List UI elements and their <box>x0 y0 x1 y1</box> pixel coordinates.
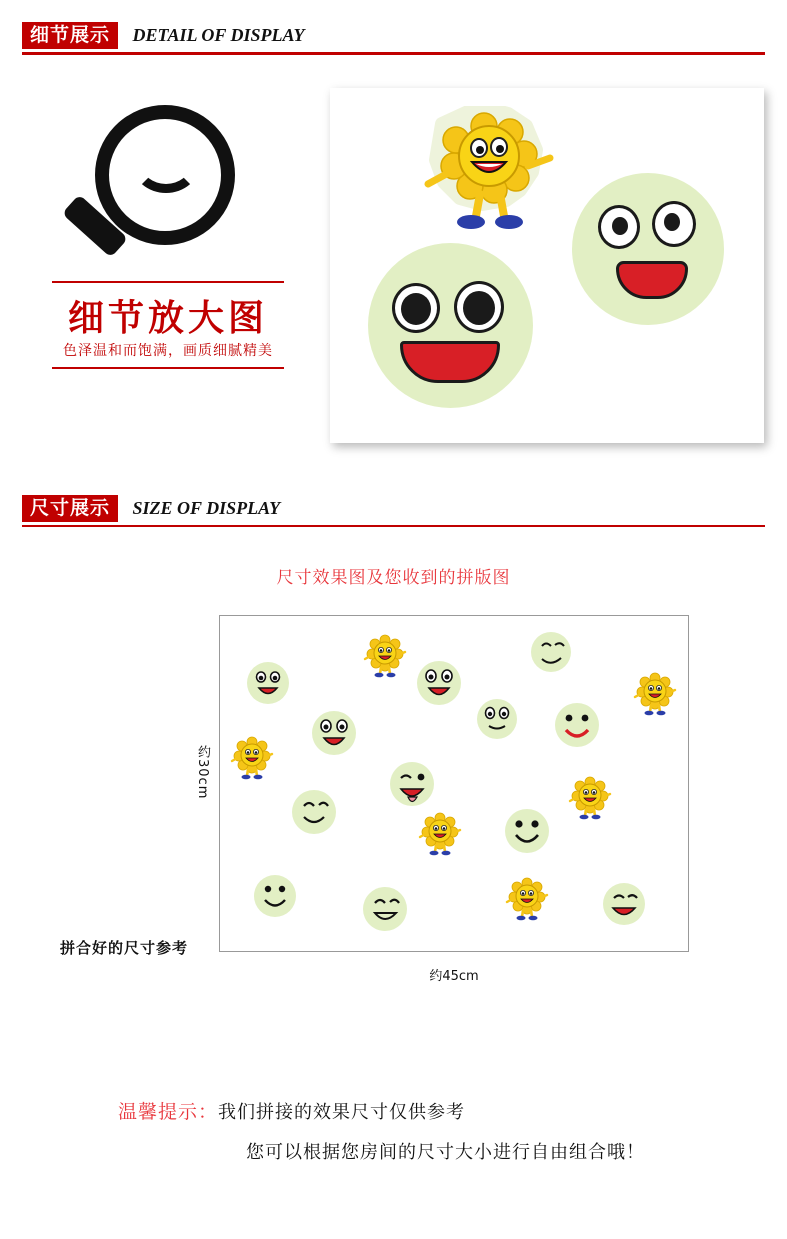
glow-face-left <box>368 243 533 408</box>
detail-header-rule <box>22 52 765 55</box>
size-reference-label: 拼合好的尺寸参考 <box>60 939 189 957</box>
detail-subtitle: 色泽温和而饱满，画质细腻精美 <box>63 343 273 359</box>
mouth-open-icon <box>616 261 688 299</box>
face-9 <box>505 809 549 853</box>
mouth-smile-icon <box>400 341 500 383</box>
magnifier-icon <box>40 105 260 285</box>
face-4 <box>312 711 356 755</box>
face-8 <box>292 790 336 834</box>
sunflower-3 <box>232 737 272 779</box>
face-1 <box>247 662 289 704</box>
face-5 <box>477 699 517 739</box>
sunflower-5 <box>420 813 460 855</box>
size-caption: 尺寸效果图及您收到的拼版图 <box>276 568 511 588</box>
sunflower-4 <box>570 777 610 819</box>
size-height-label: 约30cm <box>195 745 210 800</box>
size-width-label: 约45cm <box>429 969 479 984</box>
detail-title: 细节放大图 <box>67 298 268 339</box>
sunflower-1 <box>365 635 405 677</box>
face-11 <box>363 887 407 931</box>
detail-section-english: DETAIL OF DISPLAY <box>132 25 305 45</box>
size-section-english: SIZE OF DISPLAY <box>132 498 281 518</box>
detail-photo-card <box>330 88 764 443</box>
sunflower-smiley-icon <box>410 106 560 251</box>
size-section-tag: 尺寸展示 <box>22 495 118 522</box>
face-10 <box>254 875 296 917</box>
face-7 <box>390 762 434 806</box>
detail-section-header <box>22 22 765 56</box>
pupil-left-icon <box>612 217 628 235</box>
face-2 <box>417 661 461 705</box>
tips-first-row <box>118 1097 718 1124</box>
detail-title-underline <box>52 367 284 369</box>
layout-sheet-graphic <box>220 616 688 951</box>
face-6 <box>555 703 599 747</box>
detail-title-overline <box>52 281 284 283</box>
tips-block <box>118 1097 718 1164</box>
size-section-header <box>22 495 765 529</box>
tips-head: 温馨提示： <box>118 1101 219 1123</box>
face-3 <box>531 632 571 672</box>
layout-sheet <box>219 615 689 952</box>
sunflower-smiley <box>410 106 560 251</box>
glow-face-right <box>572 173 724 325</box>
detail-section-tag: 细节展示 <box>22 22 118 49</box>
sunflower-6 <box>507 878 547 920</box>
pupil-right-icon <box>463 291 495 325</box>
pupil-right-icon <box>664 213 680 231</box>
tips-line-2: 您可以根据您房间的尺寸大小进行自由组合哦！ <box>246 1142 645 1163</box>
detail-left-panel <box>30 95 320 405</box>
tips-line-1: 我们拼接的效果尺寸仅供参考 <box>218 1102 466 1123</box>
sunflower-2 <box>635 673 675 715</box>
size-header-rule <box>22 525 765 527</box>
face-12 <box>603 883 645 925</box>
pupil-left-icon <box>401 293 431 325</box>
